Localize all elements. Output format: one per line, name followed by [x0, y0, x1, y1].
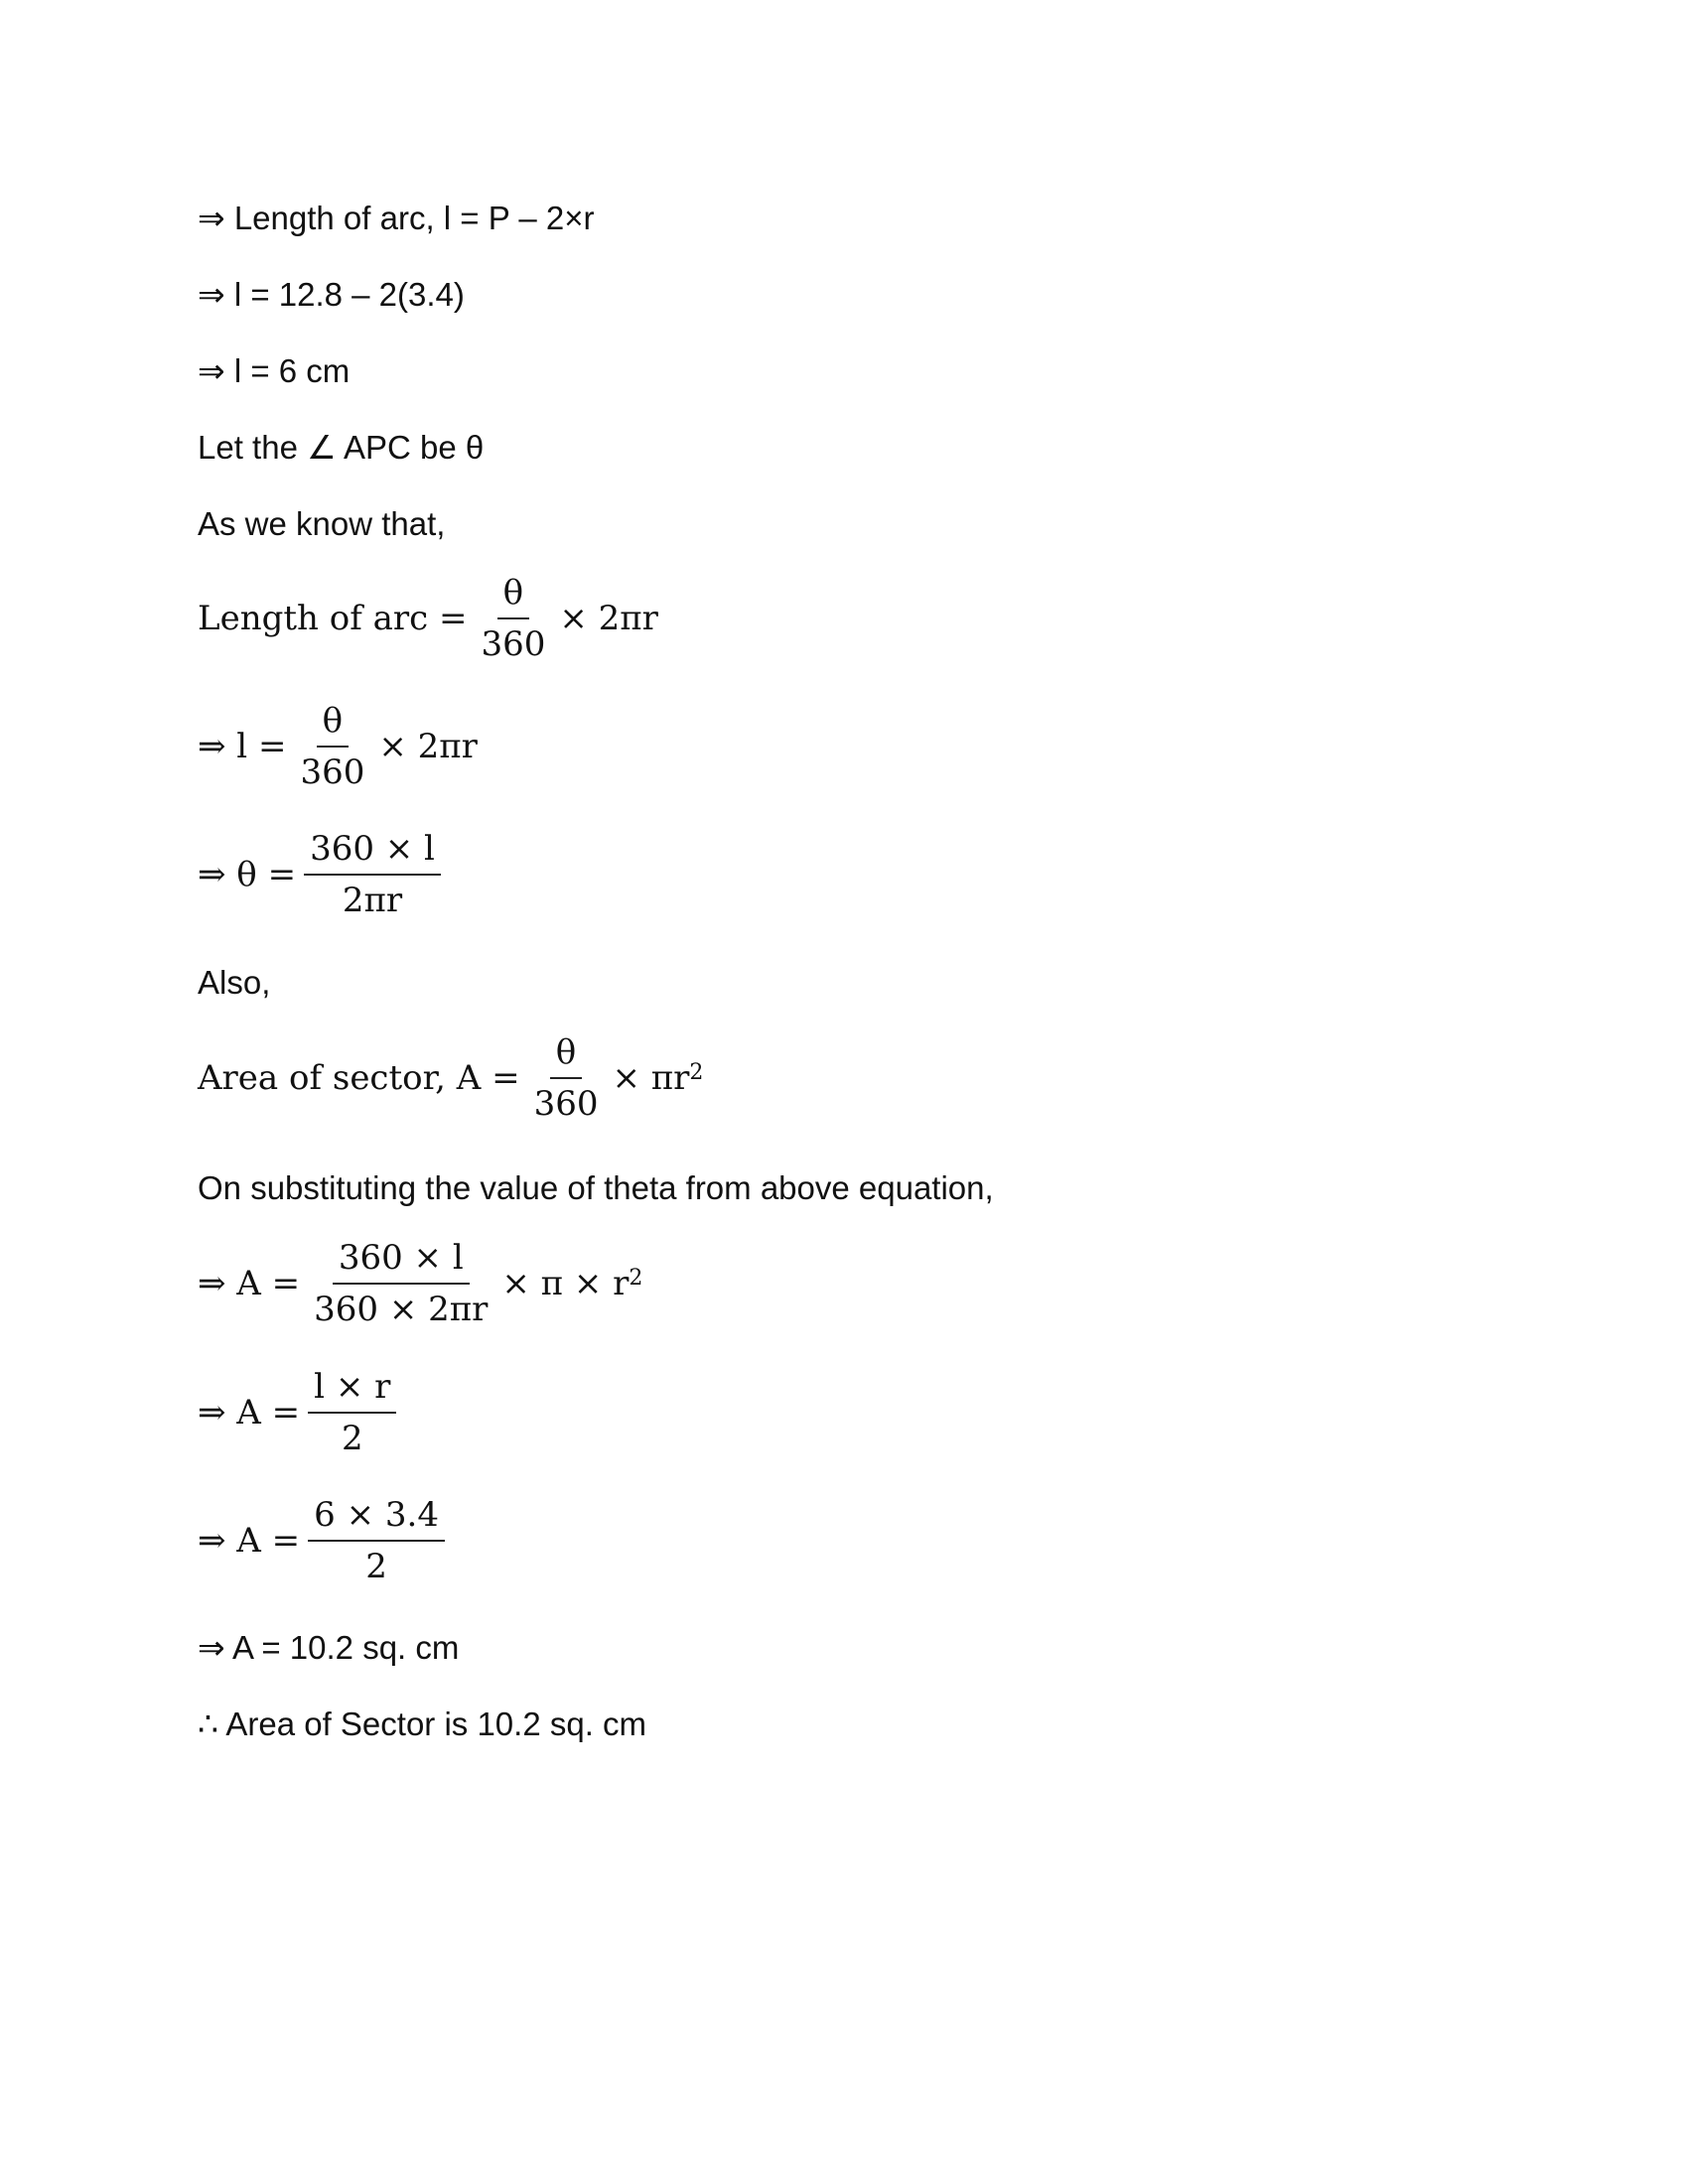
numerator: θ — [497, 576, 529, 619]
fraction — [304, 829, 441, 920]
substituting-line: On substituting the value of theta from above equation, — [198, 1169, 994, 1206]
arc-length-result-line: ⇒ l = 6 cm — [198, 352, 351, 389]
fraction — [308, 1238, 493, 1329]
denominator: 360 — [533, 1084, 599, 1124]
denominator: 360 × 2πr — [314, 1290, 489, 1329]
numerator: l × r — [308, 1370, 396, 1414]
fraction — [308, 1367, 396, 1458]
numerator: θ — [550, 1035, 582, 1079]
equation-rhs: × $\pi r^2$ — [612, 1058, 704, 1098]
fraction — [528, 1032, 605, 1124]
arc-length-formula-line: ⇒ Length of arc, l = P – 2×r — [198, 200, 595, 236]
equation-lhs: ⇒ A = — [198, 1264, 301, 1303]
fraction — [475, 573, 551, 664]
area-result-line: ⇒ A = 10.2 sq. cm — [198, 1629, 460, 1666]
denominator: 2πr — [342, 881, 403, 920]
arc-length-l-equation — [198, 701, 478, 792]
arc-length-substitution-line: ⇒ l = 12.8 – 2(3.4) — [198, 276, 465, 313]
equation-rhs: × $\pi \times r^2$ — [501, 1264, 643, 1303]
exponent: 2 — [629, 1266, 643, 1291]
numerator: θ — [317, 704, 349, 748]
numerator: 360 × l — [304, 832, 441, 876]
fraction — [308, 1495, 445, 1586]
denominator: 2 — [365, 1547, 387, 1586]
denominator: 360 — [481, 624, 546, 664]
equation-lhs: ⇒ A = — [198, 1521, 301, 1561]
theta-equation — [198, 829, 449, 920]
equation-rhs: × 2πr — [378, 727, 478, 766]
area-of-sector-equation — [198, 1032, 704, 1124]
equation-lhs: ⇒ A = — [198, 1393, 301, 1433]
as-we-know-line: As we know that, — [198, 505, 446, 542]
exponent: 2 — [689, 1060, 704, 1085]
area-substitution-equation — [198, 1238, 643, 1329]
numerator: 6 × 3.4 — [308, 1498, 445, 1542]
equation-lhs: ⇒ l = — [198, 727, 287, 766]
angle-definition-line: Let the ∠ APC be θ — [198, 429, 485, 466]
also-line: Also, — [198, 964, 271, 1001]
numerator: 360 × l — [333, 1241, 470, 1285]
denominator: 2 — [341, 1419, 363, 1458]
area-numeric-equation — [198, 1495, 453, 1586]
fraction — [294, 701, 370, 792]
denominator: 360 — [300, 752, 365, 792]
arc-length-equation — [198, 573, 658, 664]
equation-rhs: × 2πr — [559, 599, 658, 638]
conclusion-line: ∴ Area of Sector is 10.2 sq. cm — [198, 1706, 647, 1742]
equation-lhs: Area of sector, A = — [198, 1058, 520, 1098]
equation-lhs: Length of arc = — [198, 599, 468, 638]
equation-lhs: ⇒ θ = — [198, 855, 297, 894]
area-simplified-equation — [198, 1367, 404, 1458]
